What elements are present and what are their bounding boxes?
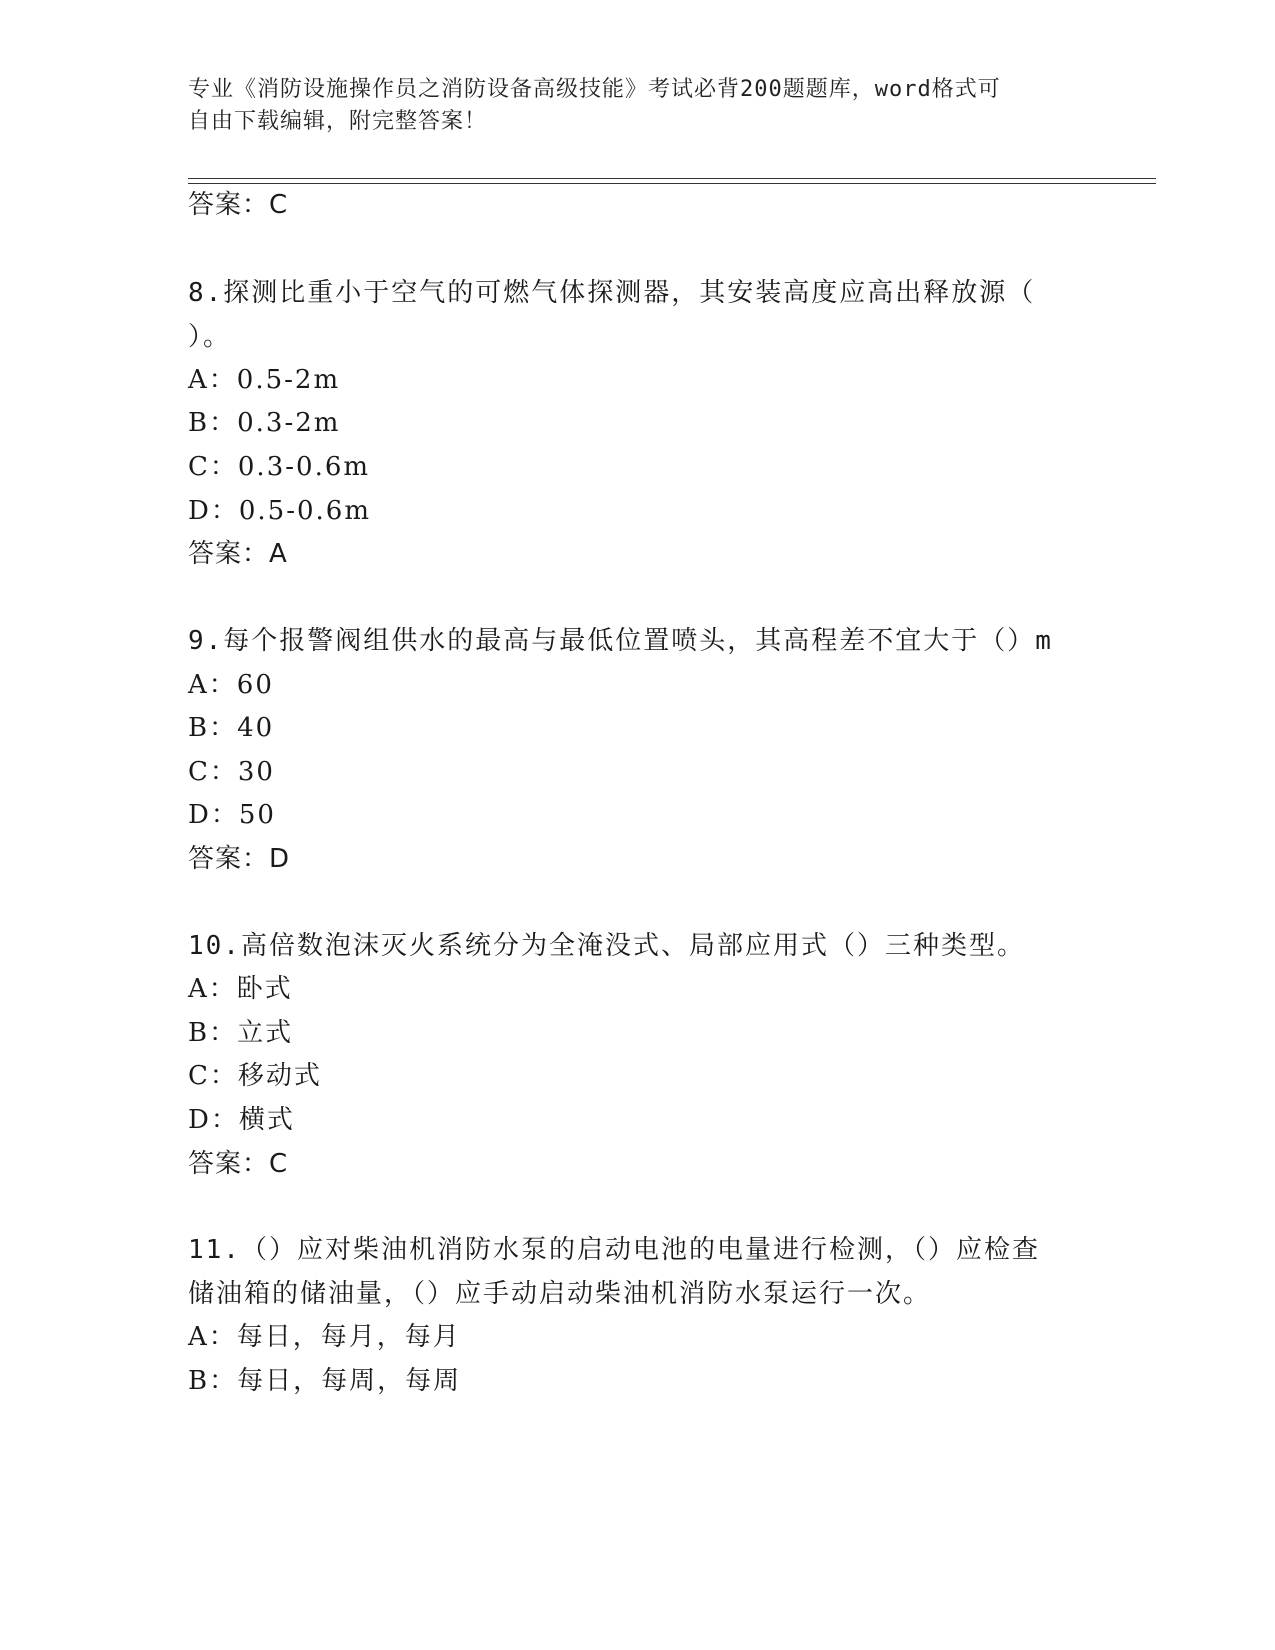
answer-line: 答案：C [188, 1149, 289, 1179]
question-stem: 11.（）应对柴油机消防水泵的启动电池的电量进行检测，（）应检查 [188, 1235, 1040, 1265]
question-stem: 9.每个报警阀组供水的最高与最低位置喷头，其高程差不宜大于（）m [188, 626, 1053, 656]
question-stem-continued: ）。 [188, 322, 232, 352]
option-d: D：横式 [188, 1105, 295, 1135]
answer-line: 答案：C [188, 190, 289, 220]
option-c: C：移动式 [188, 1061, 322, 1091]
question-stem-continued: 储油箱的储油量，（）应手动启动柴油机消防水泵运行一次。 [188, 1279, 932, 1309]
option-b: B：每日，每周，每周 [188, 1366, 462, 1396]
option-b: B：0.3-2m [188, 408, 341, 438]
answer-line: 答案：D [188, 844, 291, 874]
option-d: D：50 [188, 800, 276, 830]
answer-line: 答案：A [188, 539, 288, 569]
option-a: A：每日，每月，每月 [188, 1322, 461, 1352]
header-line-1: 专业《消防设施操作员之消防设备高级技能》考试必背200题题库，word格式可 [188, 77, 1001, 102]
question-stem: 8.探测比重小于空气的可燃气体探测器，其安装高度应高出释放源（ [188, 278, 1036, 308]
option-c: C：30 [188, 757, 275, 787]
option-d: D：0.5-0.6m [188, 496, 371, 526]
option-c: C：0.3-0.6m [188, 452, 371, 482]
option-a: A：0.5-2m [188, 365, 341, 395]
option-a: A：60 [188, 670, 274, 700]
header-line-2: 自由下载编辑，附完整答案！ [188, 109, 488, 134]
option-b: B：立式 [188, 1018, 294, 1048]
question-stem: 10.高倍数泡沫灭火系统分为全淹没式、局部应用式（）三种类型。 [188, 931, 1025, 961]
header-divider-top [188, 178, 1156, 179]
option-b: B：40 [188, 713, 275, 743]
header-divider-bottom [188, 183, 1156, 184]
option-a: A：卧式 [188, 974, 293, 1004]
document-header [188, 74, 1088, 138]
